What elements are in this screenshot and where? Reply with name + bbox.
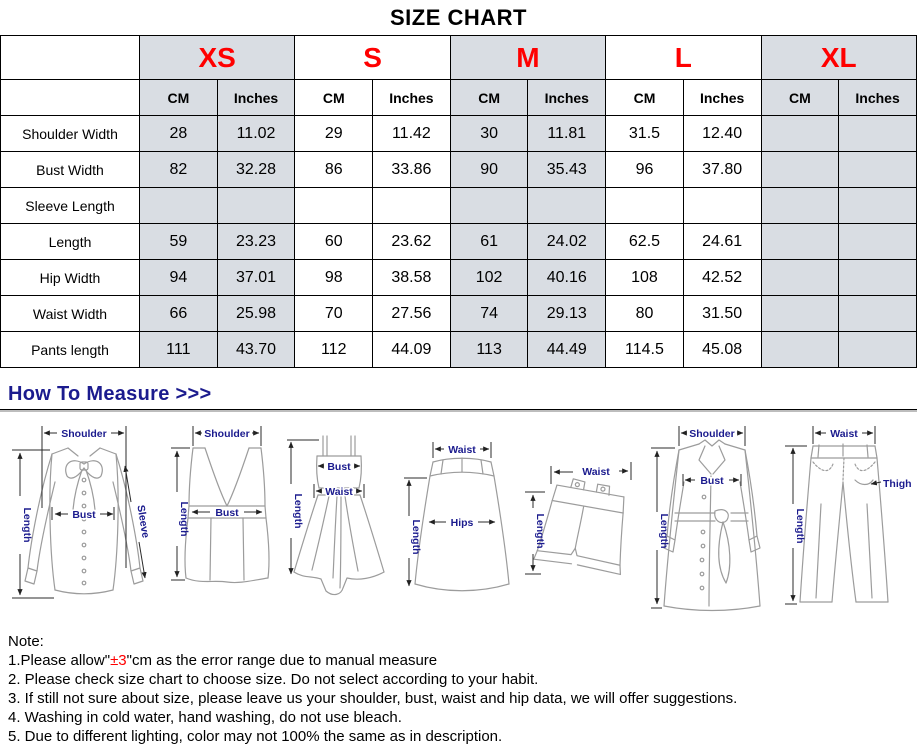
value-cell: 12.40 bbox=[683, 116, 761, 152]
value-cell bbox=[839, 224, 917, 260]
value-cell bbox=[761, 260, 839, 296]
how-to-measure-text: How To Measure bbox=[8, 383, 170, 405]
value-cell bbox=[373, 188, 451, 224]
measure-label-length: Length bbox=[292, 493, 304, 529]
figure-coat bbox=[643, 420, 777, 624]
value-cell bbox=[761, 188, 839, 224]
value-cell: 114.5 bbox=[606, 332, 684, 368]
unit-header-inches: Inches bbox=[217, 80, 295, 116]
value-cell: 37.80 bbox=[683, 152, 761, 188]
value-cell: 44.09 bbox=[373, 332, 451, 368]
note-line-1 bbox=[8, 651, 917, 670]
value-cell: 38.58 bbox=[373, 260, 451, 296]
measure-label-shoulder: Shoulder bbox=[61, 428, 107, 440]
value-cell bbox=[761, 116, 839, 152]
unit-header-row bbox=[1, 80, 917, 116]
table-row bbox=[1, 296, 917, 332]
how-to-measure-heading bbox=[8, 383, 917, 406]
figure-blouse bbox=[4, 420, 159, 624]
row-label: Bust Width bbox=[1, 152, 140, 188]
value-cell: 62.5 bbox=[606, 224, 684, 260]
row-label: Sleeve Length bbox=[1, 188, 140, 224]
size-header-xl: XL bbox=[761, 36, 917, 80]
value-cell: 60 bbox=[295, 224, 373, 260]
value-cell bbox=[839, 116, 917, 152]
row-label: Pants length bbox=[1, 332, 140, 368]
note-line-3: 3. If still not sure about size, please leave us your shoulder, bust, waist and hip data, we will offer suggestions. bbox=[8, 690, 738, 707]
page-title: SIZE CHART bbox=[390, 5, 527, 30]
value-cell: 23.62 bbox=[373, 224, 451, 260]
value-cell bbox=[839, 296, 917, 332]
measure-label-waist: Waist bbox=[448, 444, 476, 456]
value-cell: 30 bbox=[450, 116, 528, 152]
value-cell bbox=[295, 188, 373, 224]
value-cell bbox=[140, 188, 218, 224]
value-cell bbox=[761, 332, 839, 368]
measure-label-length: Length bbox=[794, 508, 806, 544]
measure-label-waist: Waist bbox=[325, 486, 353, 498]
unit-header-inches: Inches bbox=[373, 80, 451, 116]
measure-label-sleeve: Sleeve bbox=[134, 504, 152, 539]
value-cell: 44.49 bbox=[528, 332, 606, 368]
measure-label-length: Length bbox=[410, 519, 422, 555]
value-cell: 31.50 bbox=[683, 296, 761, 332]
unit-header-cm: CM bbox=[295, 80, 373, 116]
figure-shorts bbox=[521, 438, 639, 613]
table-row bbox=[1, 224, 917, 260]
value-cell bbox=[528, 188, 606, 224]
pants-drawing bbox=[781, 420, 913, 620]
measure-label-thigh: Thigh bbox=[883, 478, 912, 490]
value-cell: 43.70 bbox=[217, 332, 295, 368]
value-cell bbox=[839, 152, 917, 188]
note-1-error-range: ±3 bbox=[110, 652, 127, 669]
value-cell: 82 bbox=[140, 152, 218, 188]
value-cell: 45.08 bbox=[683, 332, 761, 368]
value-cell: 11.42 bbox=[373, 116, 451, 152]
note-line-4: 4. Washing in cold water, hand washing, do not use bleach. bbox=[8, 709, 402, 726]
table-row bbox=[1, 188, 917, 224]
corner-cell bbox=[1, 80, 140, 116]
note-1-suffix: "cm as the error range due to manual measure bbox=[126, 652, 438, 669]
note-line-5: 5. Due to different lighting, color may not 100% the same as in description. bbox=[8, 728, 503, 745]
value-cell: 28 bbox=[140, 116, 218, 152]
value-cell: 31.5 bbox=[606, 116, 684, 152]
note-1-prefix: 1.Please allow" bbox=[8, 652, 111, 669]
size-header-xs: XS bbox=[140, 36, 295, 80]
measure-label-waist: Waist bbox=[582, 466, 610, 478]
row-label: Hip Width bbox=[1, 260, 140, 296]
unit-header-cm: CM bbox=[450, 80, 528, 116]
value-cell bbox=[839, 260, 917, 296]
figure-skirt bbox=[403, 434, 517, 624]
measure-label-hips: Hips bbox=[450, 517, 474, 529]
value-cell: 94 bbox=[140, 260, 218, 296]
value-cell: 23.23 bbox=[217, 224, 295, 260]
dress-drawing bbox=[279, 420, 399, 620]
measure-label-length: Length bbox=[21, 507, 33, 543]
value-cell: 11.81 bbox=[528, 116, 606, 152]
value-cell bbox=[839, 188, 917, 224]
value-cell: 35.43 bbox=[528, 152, 606, 188]
shorts-drawing bbox=[521, 438, 639, 608]
value-cell bbox=[839, 332, 917, 368]
measure-label-bust: Bust bbox=[327, 461, 351, 473]
value-cell: 74 bbox=[450, 296, 528, 332]
coat-drawing bbox=[643, 420, 777, 620]
skirt-drawing bbox=[403, 434, 517, 620]
measure-label-bust: Bust bbox=[72, 509, 96, 521]
value-cell bbox=[761, 152, 839, 188]
size-header-l: L bbox=[606, 36, 761, 80]
unit-header-cm: CM bbox=[606, 80, 684, 116]
unit-header-cm: CM bbox=[761, 80, 839, 116]
value-cell: 29.13 bbox=[528, 296, 606, 332]
measure-label-shoulder: Shoulder bbox=[204, 428, 250, 440]
row-label: Waist Width bbox=[1, 296, 140, 332]
measure-label-waist: Waist bbox=[830, 428, 858, 440]
value-cell: 37.01 bbox=[217, 260, 295, 296]
value-cell bbox=[217, 188, 295, 224]
sleeveless-top-drawing bbox=[163, 420, 275, 620]
measure-label-shoulder: Shoulder bbox=[689, 428, 735, 440]
figure-sleeveless-top bbox=[163, 420, 275, 624]
measure-label-bust: Bust bbox=[215, 507, 239, 519]
value-cell bbox=[450, 188, 528, 224]
table-row bbox=[1, 260, 917, 296]
size-table-body bbox=[1, 116, 917, 368]
measure-label-bust: Bust bbox=[700, 475, 724, 487]
table-row bbox=[1, 332, 917, 368]
value-cell: 24.02 bbox=[528, 224, 606, 260]
value-cell: 96 bbox=[606, 152, 684, 188]
value-cell: 61 bbox=[450, 224, 528, 260]
value-cell bbox=[761, 296, 839, 332]
value-cell: 90 bbox=[450, 152, 528, 188]
value-cell: 113 bbox=[450, 332, 528, 368]
value-cell: 33.86 bbox=[373, 152, 451, 188]
value-cell: 102 bbox=[450, 260, 528, 296]
row-label: Length bbox=[1, 224, 140, 260]
size-header-m: M bbox=[450, 36, 605, 80]
corner-cell bbox=[1, 36, 140, 80]
value-cell: 112 bbox=[295, 332, 373, 368]
value-cell: 42.52 bbox=[683, 260, 761, 296]
notes-section bbox=[8, 632, 917, 746]
table-row bbox=[1, 152, 917, 188]
value-cell bbox=[761, 224, 839, 260]
value-cell bbox=[683, 188, 761, 224]
figure-pants bbox=[781, 420, 913, 624]
value-cell: 25.98 bbox=[217, 296, 295, 332]
unit-header-inches: Inches bbox=[683, 80, 761, 116]
note-line-2: 2. Please check size chart to choose size. Do not select according to your habit. bbox=[8, 671, 539, 688]
value-cell: 24.61 bbox=[683, 224, 761, 260]
figure-dress bbox=[279, 420, 399, 624]
measure-label-length: Length bbox=[658, 513, 670, 549]
value-cell: 32.28 bbox=[217, 152, 295, 188]
measure-label-length: Length bbox=[534, 513, 546, 549]
unit-header-inches: Inches bbox=[839, 80, 917, 116]
value-cell: 108 bbox=[606, 260, 684, 296]
value-cell: 11.02 bbox=[217, 116, 295, 152]
value-cell: 70 bbox=[295, 296, 373, 332]
unit-header-inches: Inches bbox=[528, 80, 606, 116]
value-cell: 111 bbox=[140, 332, 218, 368]
value-cell: 29 bbox=[295, 116, 373, 152]
measure-label-length: Length bbox=[178, 501, 190, 537]
notes-heading: Note: bbox=[8, 633, 44, 650]
value-cell: 66 bbox=[140, 296, 218, 332]
value-cell: 59 bbox=[140, 224, 218, 260]
value-cell: 98 bbox=[295, 260, 373, 296]
value-cell: 80 bbox=[606, 296, 684, 332]
unit-header-cm: CM bbox=[140, 80, 218, 116]
blouse-drawing bbox=[4, 420, 159, 620]
value-cell: 40.16 bbox=[528, 260, 606, 296]
row-label: Shoulder Width bbox=[1, 116, 140, 152]
measure-figures-row bbox=[0, 412, 917, 624]
size-header-row bbox=[1, 36, 917, 80]
chevrons-icon: >>> bbox=[175, 383, 212, 405]
value-cell bbox=[606, 188, 684, 224]
table-row bbox=[1, 116, 917, 152]
size-header-s: S bbox=[295, 36, 450, 80]
value-cell: 86 bbox=[295, 152, 373, 188]
value-cell: 27.56 bbox=[373, 296, 451, 332]
size-chart-table bbox=[0, 35, 917, 368]
